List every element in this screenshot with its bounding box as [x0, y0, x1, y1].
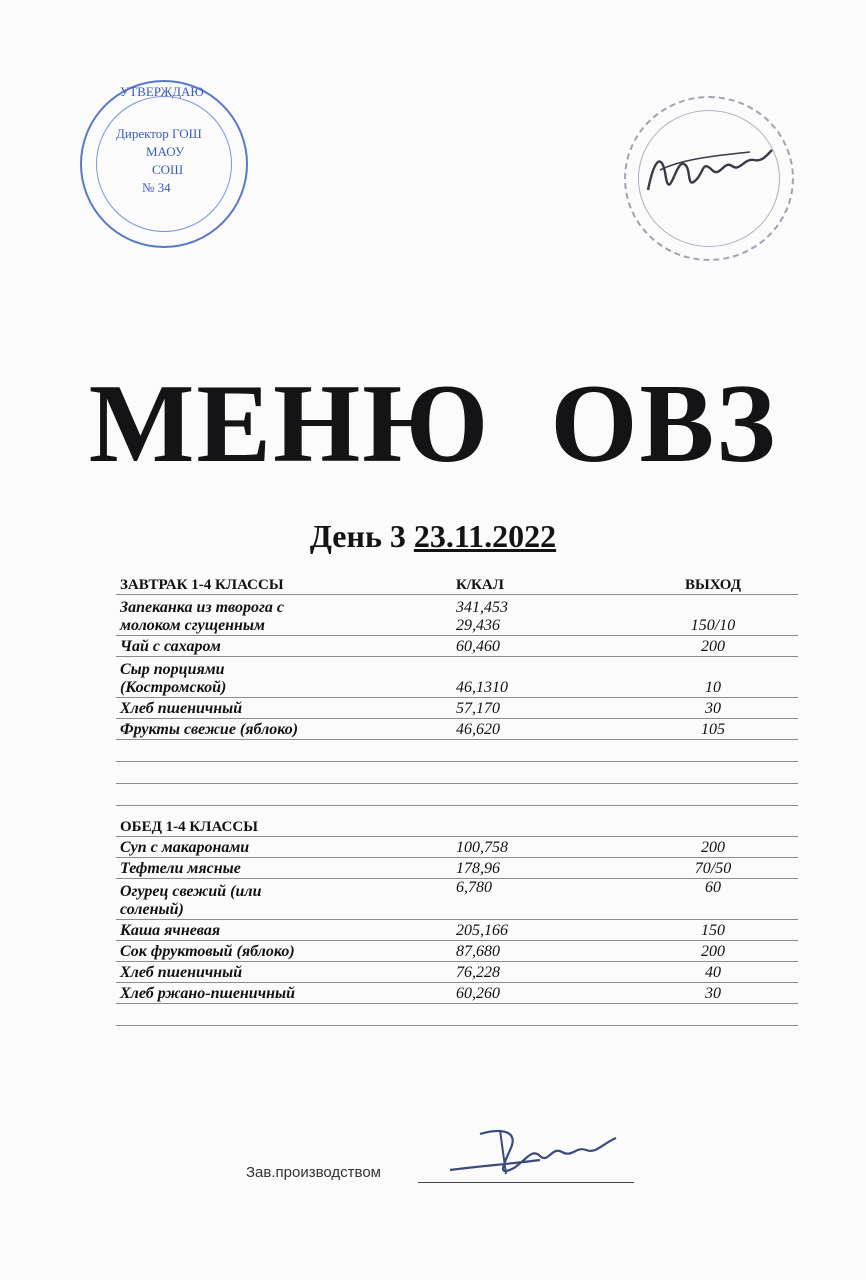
table-row: [116, 983, 798, 1004]
dish-name: Хлеб ржано-пшеничный: [116, 983, 452, 1004]
dish-name: Хлеб пшеничный: [116, 698, 452, 719]
table-row: [116, 879, 798, 920]
dish-output: 30: [628, 698, 798, 719]
dish-name: Каша ячневая: [116, 920, 452, 941]
dish-name: молоком сгущенным: [120, 617, 265, 634]
production-manager-signature: [440, 1120, 630, 1190]
table-row: [116, 698, 798, 719]
dish-kcal: 341,453: [455, 599, 508, 616]
dish-kcal: 76,228: [452, 962, 628, 983]
output-header: ВЫХОД: [628, 574, 798, 595]
dish-output: 70/50: [628, 858, 798, 879]
dish-output: 60: [628, 879, 798, 920]
day-label: День 3: [309, 518, 406, 554]
date-label: 23.11.2022: [413, 518, 557, 554]
dish-output: 150/10: [628, 595, 798, 636]
dish-kcal: 46,1310: [452, 657, 628, 698]
dish-kcal: 57,170: [452, 698, 628, 719]
table-row: [116, 920, 798, 941]
table-row: [116, 595, 798, 636]
dish-output: 200: [628, 941, 798, 962]
dish-kcal: 29,436: [455, 617, 500, 634]
dish-output: 10: [628, 657, 798, 698]
dish-name: (Костромской): [120, 679, 227, 696]
dish-output: 150: [628, 920, 798, 941]
dish-output: 200: [628, 636, 798, 657]
stamp-org-abbr: МАОУ: [146, 144, 185, 159]
footer-label: Зав.производством: [246, 1164, 381, 1181]
dish-name: соленый): [120, 901, 184, 918]
dish-kcal: 100,758: [452, 837, 628, 858]
kcal-header: К/КАЛ: [452, 574, 628, 595]
dish-kcal: 6,780: [452, 879, 628, 920]
dish-kcal: 205,166: [452, 920, 628, 941]
dish-name: Чай с сахаром: [116, 636, 452, 657]
dish-output: 40: [628, 962, 798, 983]
table-row: [116, 858, 798, 879]
empty-row: [116, 740, 798, 762]
approval-stamp: [80, 80, 248, 248]
dish-name: Фрукты свежие (яблоко): [116, 719, 452, 740]
dish-name: Тефтели мясные: [116, 858, 452, 879]
table-row: [116, 962, 798, 983]
dish-name: Суп с макаронами: [116, 837, 452, 858]
director-signature: [640, 130, 780, 210]
dish-kcal: 46,620: [452, 719, 628, 740]
dish-name: Сок фруктовый (яблоко): [116, 941, 452, 962]
dish-output: 30: [628, 983, 798, 1004]
table-row: [116, 719, 798, 740]
page-subtitle: [0, 518, 866, 555]
page-title: МЕНЮ ОВЗ: [88, 362, 778, 486]
dish-name: Огурец свежий (или: [120, 883, 262, 900]
table-row: [116, 636, 798, 657]
breakfast-header-name: ЗАВТРАК 1-4 КЛАССЫ: [116, 574, 452, 595]
lunch-header-name: ОБЕД 1-4 КЛАССЫ: [116, 806, 452, 837]
lunch-header-row: [116, 806, 798, 837]
menu-table: [116, 574, 798, 1026]
stamp-director-label: Директор ГОШ: [116, 126, 202, 141]
stamp-org-line: СОШ: [152, 162, 184, 177]
dish-name: Запеканка из творога с: [120, 599, 284, 616]
table-row: [116, 941, 798, 962]
stamp-approve-label: УТВЕРЖДАЮ: [120, 84, 204, 99]
dish-output: 200: [628, 837, 798, 858]
empty-row: [116, 784, 798, 806]
table-row: [116, 657, 798, 698]
dish-kcal: 87,680: [452, 941, 628, 962]
dish-kcal: 178,96: [452, 858, 628, 879]
table-row: [116, 837, 798, 858]
empty-row: [116, 762, 798, 784]
dish-name: Хлеб пшеничный: [116, 962, 452, 983]
dish-kcal: 60,460: [452, 636, 628, 657]
dish-output: 105: [628, 719, 798, 740]
breakfast-header-row: [116, 574, 798, 595]
stamp-number-line: № 34: [142, 180, 171, 195]
dish-name: Сыр порциями: [120, 661, 225, 678]
dish-kcal: 60,260: [452, 983, 628, 1004]
empty-row: [116, 1004, 798, 1026]
